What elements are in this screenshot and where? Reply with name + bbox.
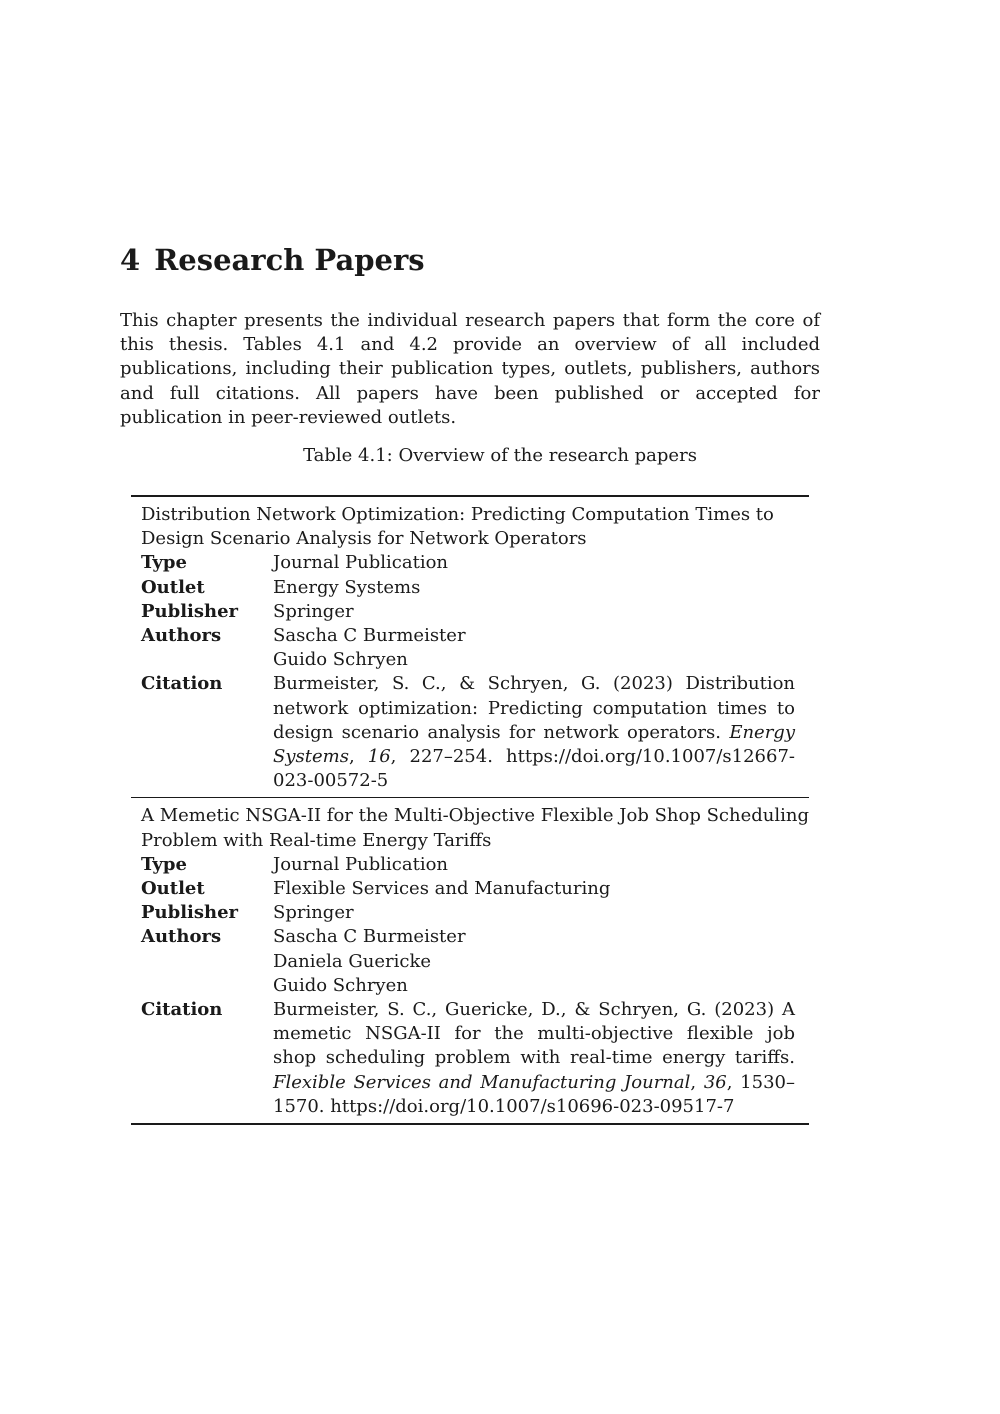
paper-authors-row (141, 925, 809, 998)
citation-prefix: Burmeister, S. C., Guericke, D., & Schryen, G. (2023) A memetic NSGA-II for the multi-objective flexible job shop scheduling problem with real-time energy tariffs. (273, 999, 795, 1069)
paper-publisher-row (141, 901, 809, 925)
table-caption: Table 4.1: Overview of the research papers (303, 445, 697, 466)
outlet-label: Outlet (141, 878, 205, 900)
author-name: Guido Schryen (273, 974, 408, 996)
intro-paragraph: This chapter presents the individual research papers that form the core of this thesis. Tables 4.1 and 4.2 provide an overview of all included publications, including their publication types, outlets, publishers, authors and full citations. All papers have been published or accepted for publication in peer-reviewed outlets. (120, 310, 820, 428)
paper-entry-2 (131, 797, 809, 1123)
citation-journal: Flexible Services and Manufacturing Journal (273, 1071, 691, 1093)
author-name: Guido Schryen (273, 649, 408, 671)
chapter-title: Research Papers (154, 243, 425, 277)
paper-citation-row (141, 998, 809, 1119)
citation-suffix: , 227–254. https://doi.org/10.1007/s12667-023-00572-5 (273, 746, 795, 792)
paper-citation-row (141, 672, 809, 793)
paper-publisher-row (141, 600, 809, 624)
authors-list (273, 925, 809, 998)
paper-entry-1 (131, 497, 809, 797)
authors-label: Authors (141, 625, 222, 647)
citation-prefix: Burmeister, S. C., & Schryen, G. (2023) Distribution network optimization: Predicting computation times to design scenario analysis for network operators. (273, 673, 795, 743)
publisher-value: Springer (273, 600, 354, 622)
citation-label: Citation (141, 999, 223, 1021)
paper-title: Distribution Network Optimization: Predicting Computation Times to Design Scenario Analysis for Network Operators (141, 504, 774, 550)
citation-text (273, 672, 809, 793)
outlet-value: Energy Systems (273, 576, 421, 598)
paper-type-row (141, 853, 809, 877)
chapter-heading (120, 240, 425, 280)
type-value: Journal Publication (273, 853, 449, 875)
authors-label: Authors (141, 926, 222, 948)
citation-separator: , (348, 746, 368, 768)
outlet-value: Flexible Services and Manufacturing (273, 878, 611, 900)
papers-overview-table (131, 495, 809, 1125)
authors-list (273, 624, 809, 672)
paper-outlet-row (141, 576, 809, 600)
type-value: Journal Publication (273, 552, 449, 574)
author-name: Sascha C Burmeister (273, 625, 466, 647)
publisher-value: Springer (273, 902, 354, 924)
chapter-number: 4 (120, 243, 141, 277)
citation-volume: 16 (367, 746, 391, 768)
outlet-label: Outlet (141, 576, 205, 598)
citation-text (273, 998, 809, 1119)
citation-label: Citation (141, 673, 223, 695)
type-label: Type (141, 853, 187, 875)
author-name: Sascha C Burmeister (273, 926, 466, 948)
paper-type-row (141, 551, 809, 575)
citation-separator: , (690, 1071, 704, 1093)
paper-title: A Memetic NSGA-II for the Multi-Objective Flexible Job Shop Scheduling Problem with Real-time Energy Tariffs (141, 805, 809, 851)
citation-journal: Energy Systems (273, 721, 795, 768)
paper-outlet-row (141, 877, 809, 901)
publisher-label: Publisher (141, 902, 239, 924)
author-name: Daniela Guericke (273, 950, 432, 972)
publisher-label: Publisher (141, 600, 239, 622)
paper-authors-row (141, 624, 809, 672)
citation-suffix: , 1530–1570. https://doi.org/10.1007/s10696-023-09517-7 (273, 1071, 795, 1117)
citation-volume: 36 (703, 1071, 727, 1093)
type-label: Type (141, 552, 187, 574)
